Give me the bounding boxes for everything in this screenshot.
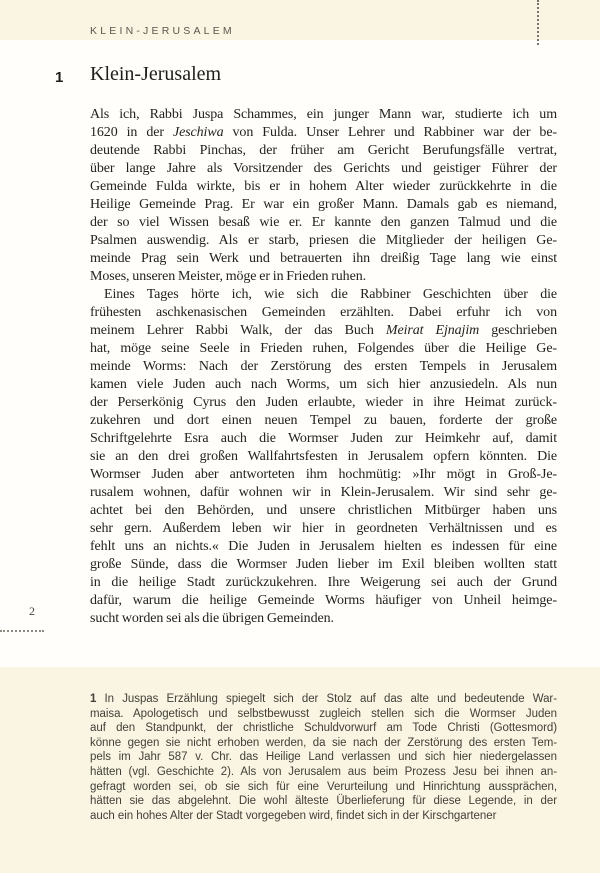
text-line: Psalmen auswendig. Als er starb, priesen die Mitglieder der heiligen Ge- xyxy=(90,233,557,248)
text-line: der Perserkönig Cyrus den Juden erlaubte, wieder in ihre Heimat zurück- xyxy=(90,395,557,410)
footnote-text xyxy=(90,692,557,823)
text-line: auch ein hohes Alter der Stadt vorgegeben wird, findet sich in der Kirschgartener xyxy=(90,809,497,822)
text-line: Eines Tages hörte ich, wie sich die Rabbiner Geschichten über die xyxy=(104,287,557,302)
header-dotted-rule-icon xyxy=(537,0,539,45)
text-line: Heilige Gemeinde Prag. Er war ein großer Mann. Damals gab es niemand, xyxy=(90,197,557,212)
text-line: könne gegen sie nicht erhoben werden, da sie nach der Zerstörung des ersten Tem- xyxy=(90,736,557,749)
text-line: über lange Jahre als Vorsitzender des Gerichts und geistiger Führer der xyxy=(90,161,557,176)
text-line: frühesten aschkenasischen Gemeinden erzählten. Dabei erfuhr ich von xyxy=(90,305,557,320)
text-line: rusalem wohnen, dafür wohnen wir in Klein-Jerusalem. Wir sind sehr ge- xyxy=(90,485,557,500)
header-band xyxy=(0,0,600,40)
text-line: achtet bei den Behörden, und unsere christlichen Mitbürger haben uns xyxy=(90,503,557,518)
text-line: maisa. Apologetisch und selbstbewusst zugleich stellen sich die Wormser Juden xyxy=(90,707,557,720)
text-line: gefragt worden sei, ob sie sich für eine Verurteilung und Hinrichtung aussprächen, xyxy=(90,780,557,793)
text-line: dafür, warum die heilige Gemeinde Worms häufiger von Unheil heimge- xyxy=(90,593,557,608)
text-line: hat, möge seine Seele in Frieden ruhen, Folgendes über die Heilige Ge- xyxy=(90,341,557,356)
text-line: sehr gern. Außerdem leben wir hier in geordneten Verhältnissen und es xyxy=(90,521,557,536)
chapter-number: 1 xyxy=(55,69,64,86)
text-line: große Sünde, dass die Wormser Juden lieber im Exil bleiben wollten statt xyxy=(90,557,557,572)
text-line: sie an den drei großen Wallfahrtsfesten in Jerusalem opfern könnten. Die xyxy=(90,449,557,464)
text-line: hätten (vgl. Geschichte 2). Als von Jerusalem aus beim Prozess Jesu bei ihnen an- xyxy=(90,765,557,778)
text-line: auf den Standpunkt, der christliche Schuldvorwurf am Tode Christi (Gottesmord) xyxy=(90,722,557,735)
text-line: Wormser Juden aber antworteten ihm hochmütig: »Ihr mögt in Groß-Je- xyxy=(90,467,557,482)
text-line: meinde Prag sein Werk und betrauerten ihn dreißig Tage lang wie einst xyxy=(90,251,557,266)
text-line: Moses, unseren Meister, möge er in Frieden ruhen. xyxy=(90,269,366,284)
text-line: meinde Worms: Nach der Zerstörung des ersten Tempels in Jerusalem xyxy=(90,359,557,374)
text-line: Als ich, Rabbi Juspa Schammes, ein junger Mann war, studierte ich um xyxy=(90,107,557,122)
running-header: KLEIN-JERUSALEM xyxy=(90,25,235,37)
chapter-title: Klein-Jerusalem xyxy=(90,63,222,85)
text-line: 1620 in der Jeschiwa von Fulda. Unser Lehrer und Rabbiner war der be- xyxy=(90,125,557,140)
text-line: Gemeinde Fulda wirkte, bis er in hohem Alter wieder zurückkehrte in die xyxy=(90,179,557,194)
text-line: pels im Jahr 587 v. Chr. das Heilige Land verlassen und sich hier niedergelassen xyxy=(90,751,557,764)
text-line: zukehren und dort einen neuen Tempel zu bauen, forderte der große xyxy=(90,413,557,428)
margin-dotted-rule-icon xyxy=(0,630,44,632)
text-line: Schriftgelehrte Esra auch die Wormser Juden zur Heimkehr auf, damit xyxy=(90,431,557,446)
text-line: sucht worden sei als die übrigen Gemeinden. xyxy=(90,611,334,626)
text-line: deutende Rabbi Pinchas, der früher am Gericht Berufungsfälle vertrat, xyxy=(90,143,557,158)
body-text xyxy=(90,106,557,628)
text-line: kamen viele Juden auch nach Worms, um sich hier anzusiedeln. Als nun xyxy=(90,377,557,392)
text-line: 1 In Juspas Erzählung spiegelt sich der Stolz auf das alte und bedeutende War- xyxy=(90,693,557,705)
text-line: in die heilige Stadt zurückzukehren. Ihre Weigerung sei auch der Grund xyxy=(90,575,557,590)
text-line: hätten sie das abgelehnt. Die wohl älteste Überlieferung für diese Legende, in der xyxy=(90,795,557,808)
text-line: meinem Lehrer Rabbi Walk, der das Buch Meirat Ejnajim geschrieben xyxy=(90,323,557,338)
text-line: fehlt uns an nichts.« Die Juden in Jerusalem hielten es indessen für eine xyxy=(90,539,557,554)
text-line: der so viel Wissen besaß wie er. Er kannte den ganzen Talmud und die xyxy=(90,215,557,230)
page-number: 2 xyxy=(29,604,35,618)
